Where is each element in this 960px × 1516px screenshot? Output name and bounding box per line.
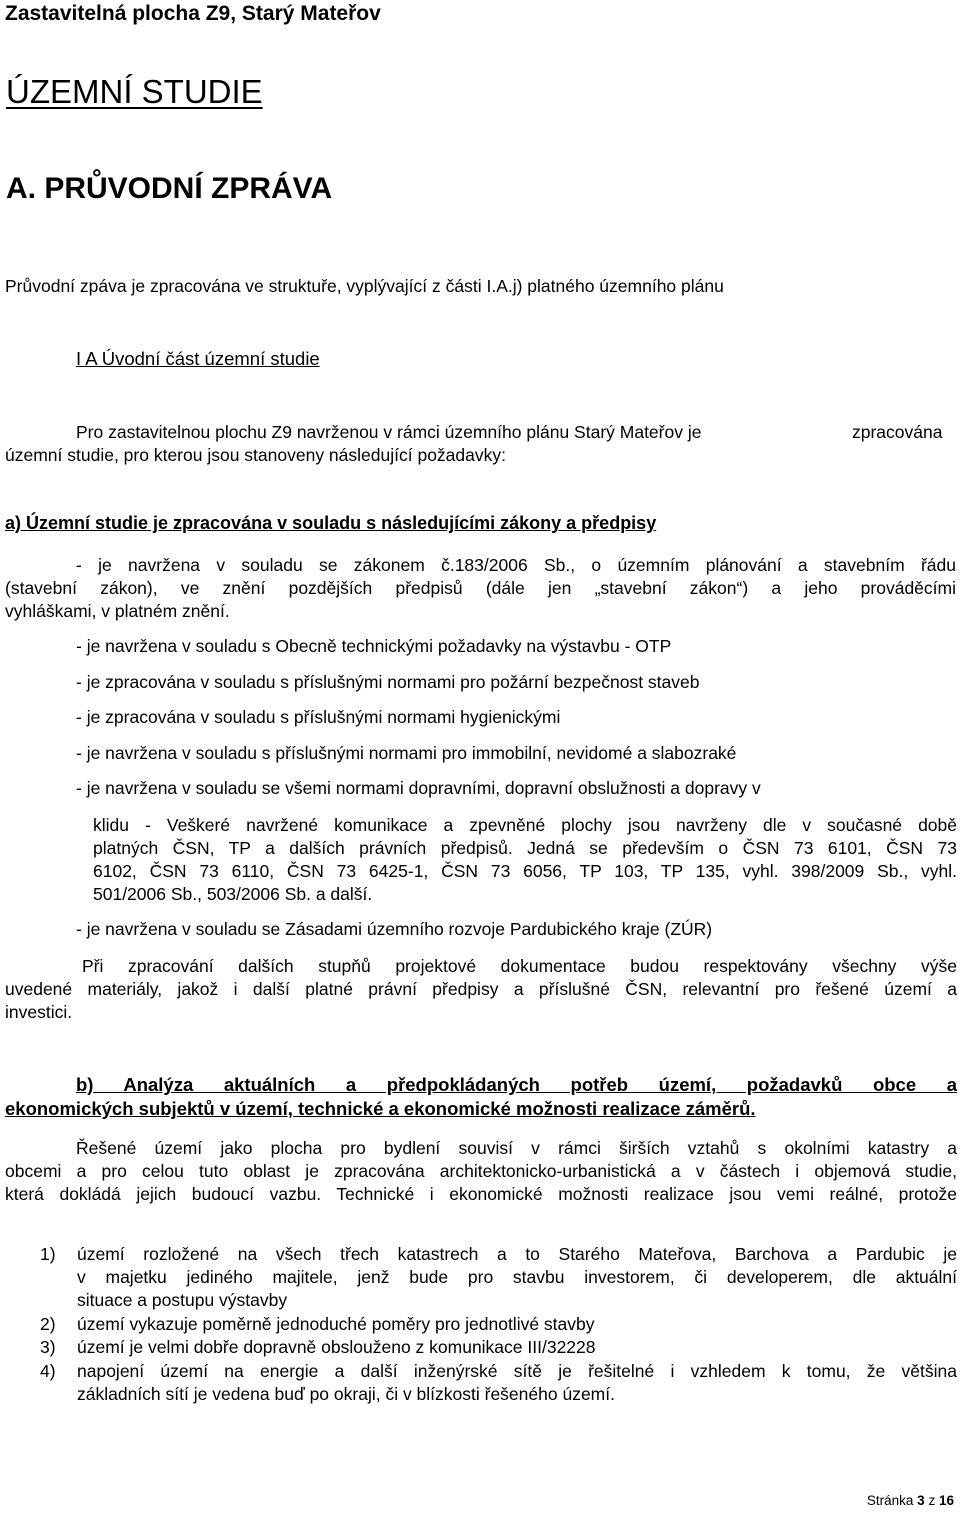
list-number: 1): [40, 1244, 56, 1264]
section-b-heading-line2: ekonomických subjektů v území, technické a ekonomické možnosti realizace záměrů.: [5, 1098, 756, 1119]
footer-label: Stránka: [866, 1493, 914, 1508]
page-footer: [867, 1493, 954, 1508]
section-b-para-line2: obcemi a pro celou tuto oblast je zpracována architektonicko-urbanistická a v částech i objemová studie,: [5, 1161, 957, 1181]
section-ia-line1: Pro zastavitelnou plochu Z9 navrženou v rámci územního plánu Starý Mateřov je: [76, 422, 702, 442]
page-title: ÚZEMNÍ STUDIE: [6, 73, 263, 110]
intro-text: Průvodní zpáva je zpracována ve struktuře, vyplývající z části I.A.j) platného územního plánu: [5, 276, 724, 296]
list-number: 4): [40, 1361, 56, 1381]
section-a-heading: a) Územní studie je zpracována v souladu s následujícími zákony a předpisy: [5, 513, 657, 533]
list-number: 2): [40, 1314, 56, 1334]
closing-line-1: Při zpracování dalších stupňů projektové dokumentace budou respektovány všechny výše: [82, 956, 957, 976]
section-b-para-line1: Řešené území jako plocha pro bydlení souvisí v rámci širších vztahů s okolními katastry a: [76, 1138, 957, 1158]
list-item-text: území vykazuje poměrně jednoduché poměry pro jednotlivé stavby: [77, 1314, 595, 1334]
list-item-text: území je velmi dobře dopravně obslouženo z komunikace III/32228: [77, 1337, 596, 1357]
list-item-text: území rozložené na všech třech katastrech a to Starého Mateřova, Barchova a Pardubic je: [77, 1244, 957, 1264]
list-item: - je zpracována v souladu s příslušnými normami hygienickými: [76, 707, 561, 727]
footer-of: z: [928, 1493, 936, 1508]
closing-line-2: uvedené materiály, jakož i další platné právní předpisy a příslušné ČSN, relevantní pro řešené území a: [5, 979, 957, 999]
list-item-text: základních sítí je vedena buď po okraji, či v blízkosti řešeného území.: [77, 1384, 615, 1404]
list-item: - je navržena v souladu s příslušnými normami pro immobilní, nevidomé a slabozraké: [76, 743, 737, 763]
section-ia-line2: územní studie, pro kterou jsou stanoveny následující požadavky:: [5, 445, 506, 465]
law-line-3: vyhláškami, v platném znění.: [5, 601, 230, 621]
list-item-text: situace a postupu výstavby: [77, 1290, 288, 1310]
list-item: - je navržena v souladu se všemi normami dopravními, dopravní obslužnosti a dopravy v: [76, 778, 761, 798]
section-title: A. PRŮVODNÍ ZPRÁVA: [6, 172, 333, 205]
klid-line-4: 501/2006 Sb., 503/2006 Sb. a další.: [93, 884, 373, 904]
law-line-1: - je navržena v souladu se zákonem č.183/2006 Sb., o územním plánování a stavebním řádu: [76, 555, 956, 575]
footer-page-number: 3: [917, 1493, 925, 1508]
list-item: - je navržena v souladu s Obecně technickými požadavky na výstavbu - OTP: [76, 636, 672, 656]
section-ia-heading: I A Úvodní část územní studie: [76, 348, 320, 369]
document-header: Zastavitelná plocha Z9, Starý Mateřov: [5, 2, 381, 25]
list-item: - je zpracována v souladu s příslušnými normami pro požární bezpečnost staveb: [76, 672, 700, 692]
klid-line-2: platných ČSN, TP a dalších právních předpisů. Jedná se především o ČSN 73 6101, ČSN 73: [93, 838, 957, 858]
list-item-text: napojení území na energie a další inženýrské sítě je řešitelné i vzhledem k tomu, že většina: [77, 1361, 957, 1381]
list-number: 3): [40, 1337, 56, 1357]
footer-total-pages: 16: [938, 1493, 954, 1508]
closing-line-3: investici.: [5, 1002, 73, 1022]
section-b-heading-line1: b) Analýza aktuálních a předpokládaných potřeb území, požadavků obce a: [76, 1074, 957, 1095]
zur-item: - je navržena v souladu se Zásadami územního rozvoje Pardubického kraje (ZÚR): [76, 919, 713, 939]
section-b-para-line3: která dokládá jejich budoucí vazbu. Technické i ekonomické možnosti realizace jsou vemi reálné, protože: [5, 1184, 957, 1204]
klid-line-3: 6102, ČSN 73 6110, ČSN 73 6425-1, ČSN 73 6056, TP 103, TP 135, vyhl. 398/2009 Sb., vyhl.: [93, 861, 957, 881]
list-item-text: v majetku jediného majitele, jenž bude pro stavbu investorem, či developerem, dle aktuální: [77, 1267, 957, 1287]
law-line-2: (stavební zákon), ve znění pozdějších předpisů (dále jen „stavební zákon“) a jeho prováděcími: [5, 578, 956, 598]
section-ia-line1-end: zpracována: [852, 422, 943, 442]
klid-line-1: klidu - Veškeré navržené komunikace a zpevněné plochy jsou navrženy dle v současné době: [93, 815, 957, 835]
